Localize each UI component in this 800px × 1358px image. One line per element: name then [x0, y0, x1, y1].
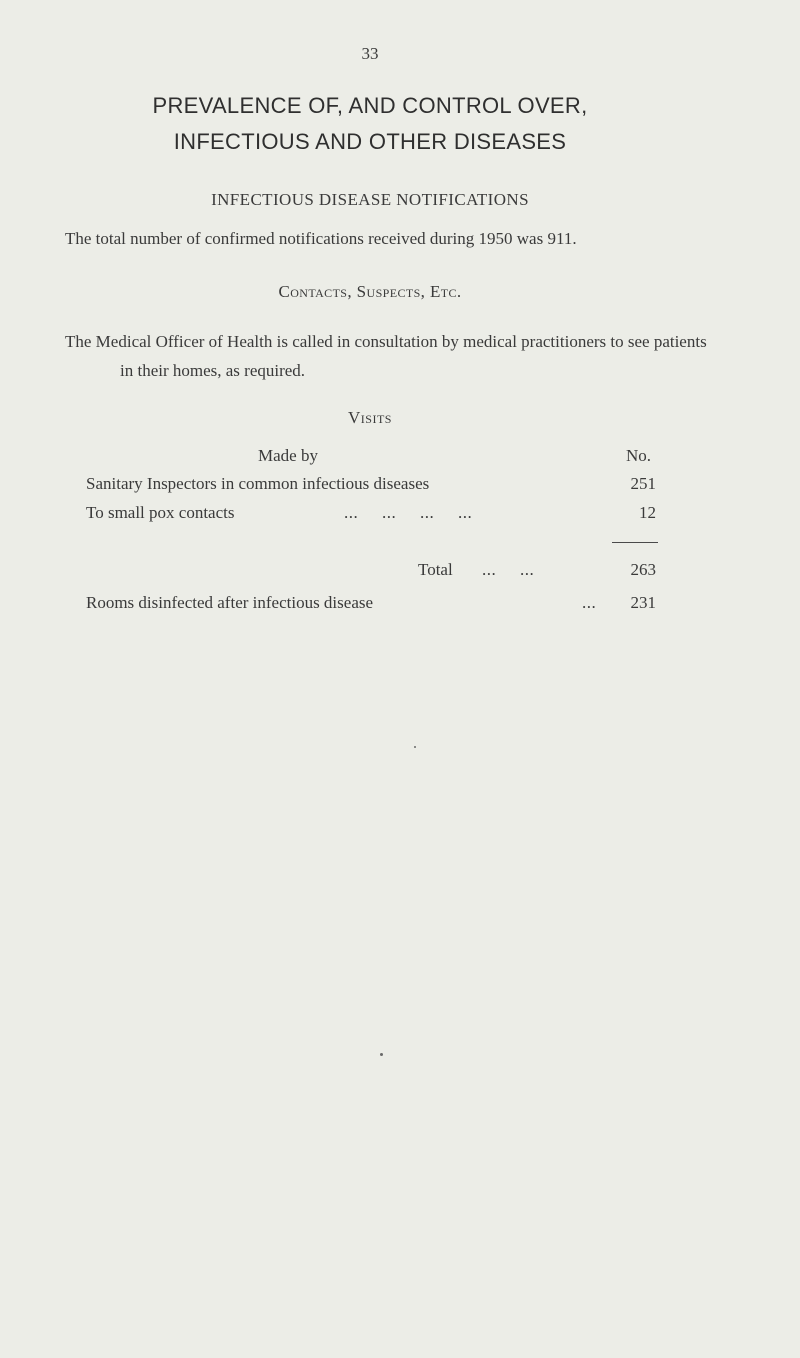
paper-speck — [380, 1053, 383, 1056]
row-value: 12 — [639, 503, 656, 522]
page-number: 33 — [361, 44, 379, 63]
total-leader-dots: ... ... — [482, 560, 535, 579]
table-row — [86, 591, 656, 615]
column-header-no: No. — [626, 446, 652, 465]
row-leader-dots: ... — [582, 593, 597, 612]
notifications-paragraph: The total number of confirmed notifications received during 1950 was 911. — [65, 229, 577, 248]
row-value: 251 — [630, 474, 656, 493]
table-row — [86, 472, 656, 496]
row-leader-dots: ... ... ... ... — [344, 503, 473, 522]
consultation-paragraph: The Medical Officer of Health is called in consultation by medical practitioners to see patients in their homes, as required. — [65, 332, 707, 380]
page-title — [0, 88, 740, 160]
page-title-line-2: INFECTIOUS AND OTHER DISEASES — [173, 129, 567, 154]
section-heading: INFECTIOUS DISEASE NOTIFICATIONS — [211, 190, 529, 209]
row-label: Sanitary Inspectors in common infectious diseases — [86, 474, 430, 493]
total-label: Total — [418, 560, 453, 579]
total-rule — [612, 542, 658, 543]
visits-table-title: Visits — [348, 408, 392, 427]
total-row — [86, 558, 656, 582]
row-value: 231 — [630, 593, 656, 612]
total-value: 263 — [630, 560, 656, 579]
row-label: Rooms disinfected after infectious disease — [86, 593, 374, 612]
paper-speck — [414, 746, 416, 748]
table-row — [86, 501, 656, 525]
column-header-made-by: Made by — [258, 446, 318, 465]
contacts-subheading: Contacts, Suspects, Etc. — [278, 282, 462, 301]
page-title-line-1: PREVALENCE OF, AND CONTROL OVER, — [152, 93, 588, 118]
row-label: To small pox contacts — [86, 503, 235, 522]
